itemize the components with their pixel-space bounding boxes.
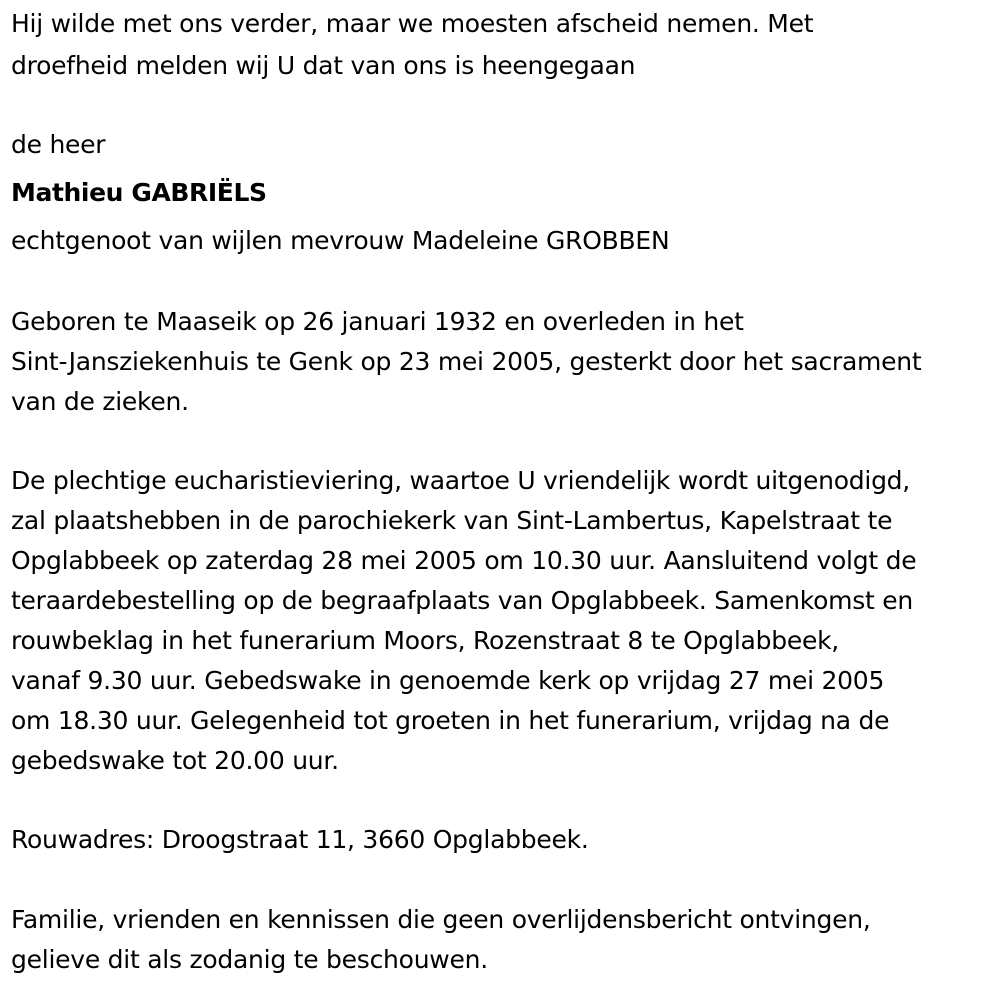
birth-death-line-2: Sint-Jansziekenhuis te Genk op 23 mei 2005, gesterkt door het sacrament (11, 347, 922, 376)
birth-death-line-3: van de zieken. (11, 387, 189, 416)
deceased-name: Mathieu GABRIËLS (11, 178, 267, 207)
ceremony-line-5: rouwbeklag in het funerarium Moors, Rozenstraat 8 te Opglabbeek, (11, 626, 840, 655)
ceremony-line-8: gebedswake tot 20.00 uur. (11, 746, 339, 775)
intro-line-1: Hij wilde met ons verder, maar we moesten afscheid nemen. Met (11, 9, 814, 38)
birth-death-line-1: Geboren te Maaseik op 26 januari 1932 en overleden in het (11, 307, 744, 336)
intro-line-2: droefheid melden wij U dat van ons is heengegaan (11, 51, 636, 80)
mourning-address: Rouwadres: Droogstraat 11, 3660 Opglabbeek. (11, 825, 589, 854)
deceased-spouse: echtgenoot van wijlen mevrouw Madeleine GROBBEN (11, 226, 670, 255)
ceremony-line-1: De plechtige eucharistieviering, waartoe U vriendelijk wordt uitgenodigd, (11, 466, 910, 495)
closing-line-2: gelieve dit als zodanig te beschouwen. (11, 945, 488, 974)
closing-line-1: Familie, vrienden en kennissen die geen overlijdensbericht ontvingen, (11, 905, 871, 934)
ceremony-line-3: Opglabbeek op zaterdag 28 mei 2005 om 10.30 uur. Aansluitend volgt de (11, 546, 917, 575)
ceremony-line-4: teraardebestelling op de begraafplaats van Opglabbeek. Samenkomst en (11, 586, 913, 615)
ceremony-line-6: vanaf 9.30 uur. Gebedswake in genoemde kerk op vrijdag 27 mei 2005 (11, 666, 885, 695)
deceased-title: de heer (11, 130, 106, 159)
ceremony-line-7: om 18.30 uur. Gelegenheid tot groeten in het funerarium, vrijdag na de (11, 706, 890, 735)
ceremony-line-2: zal plaatshebben in de parochiekerk van Sint-Lambertus, Kapelstraat te (11, 506, 893, 535)
